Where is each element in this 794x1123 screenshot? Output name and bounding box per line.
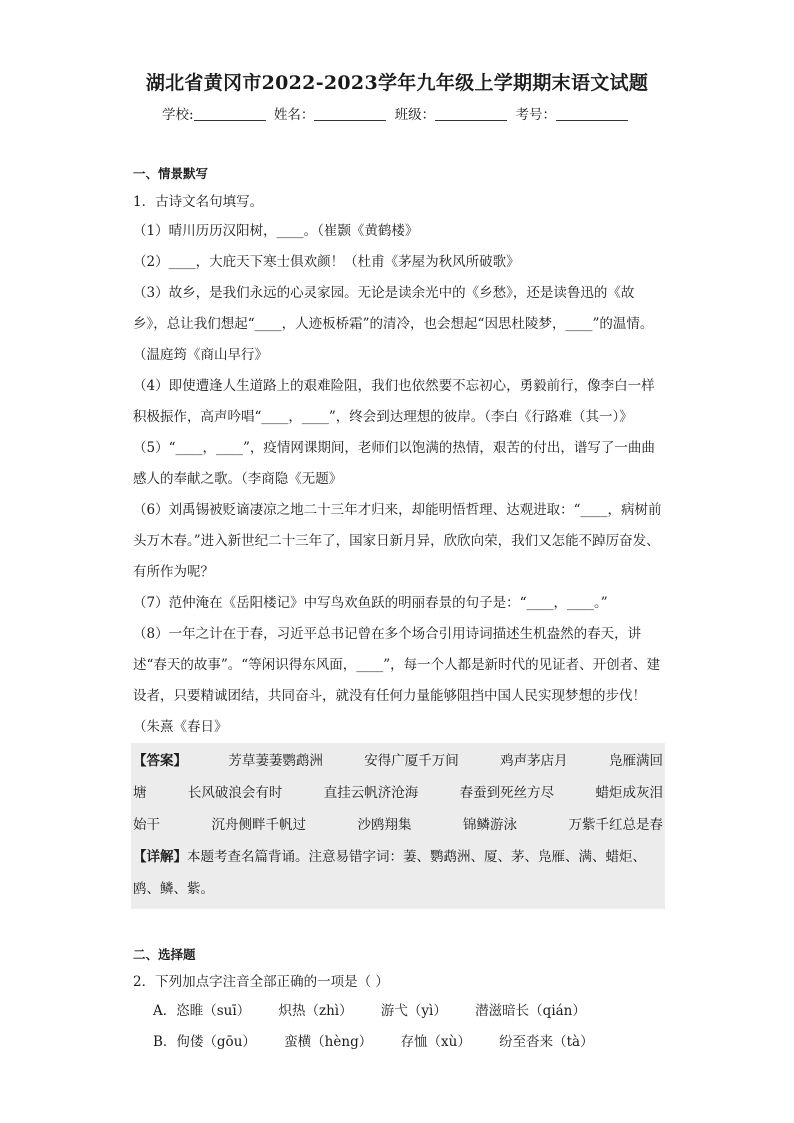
answer-item: 春蚕到死丝方尽 (459, 785, 555, 801)
answer-item: 鸡声茅店月 (500, 753, 568, 769)
question-item: （1）晴川历历汉阳树，____。（崔颢《黄鹤楼》 (133, 223, 419, 239)
school-blank[interactable] (194, 106, 266, 121)
answer-item: 凫雁满回 (609, 753, 663, 769)
detail-paragraph (133, 841, 663, 905)
answer-item: 直挂云帆济沧海 (323, 785, 419, 801)
option-term: B．佝偻（gōu） (153, 1034, 256, 1050)
answer-box (131, 743, 665, 909)
answer-row (133, 809, 663, 841)
answer-item: 万紫千红总是春 (568, 817, 663, 833)
question-item: （5）“____，____”，疫情网课期间，老师们以饱满的热情，艰苦的付出，谱写了一曲曲感人的奉献之歌。（李商隐《无题》 (133, 440, 655, 487)
option-a[interactable] (133, 996, 665, 1027)
answer-item: 蜡炬成灰泪 (595, 785, 663, 801)
option-term: 纷至沓来（tà） (499, 1034, 594, 1050)
question-item: （6）刘禹锡被贬谪凄凉之地二十三年才归来，却能明悟哲理、达观进取：“____，病树前头万木春。”进入新世纪二十三年了，国家日新月异，欣欣向荣，我们又怎能不踔厉奋发、有所作为呢？ (133, 502, 662, 580)
name-label: 姓名： (273, 107, 315, 123)
detail-label: 【详解】 (133, 849, 187, 865)
answer-item: 沉舟侧畔千帆过 (211, 817, 306, 833)
school-label: 学校: (162, 107, 194, 123)
class-blank[interactable] (435, 106, 507, 121)
answer-item: 塘 (133, 785, 147, 801)
option-b[interactable] (133, 1027, 665, 1058)
class-label: 班级： (394, 107, 436, 123)
option-term: 游弋（yì） (380, 1003, 447, 1019)
detail-text: 本题考查名篇背诵。注意易错字词：萋、鹦鹉洲、厦、茅、凫雁、满、蜡炬、鸥、鳞、紫。 (133, 849, 646, 897)
question-item: （7）范仲淹在《岳阳楼记》中写鸟欢鱼跃的明丽春景的句子是：“____，____。” (133, 595, 608, 611)
id-label: 考号： (515, 107, 556, 123)
section-2 (133, 942, 665, 1058)
answer-item: 芳草萋萋鹦鹉洲 (228, 753, 323, 769)
answer-item: 锦鳞游泳 (463, 817, 517, 833)
question-stem: 2．下列加点字注音全部正确的一项是（ ） (133, 974, 389, 990)
section-heading: 二、选择题 (133, 947, 196, 962)
answer-label: 【答案】 (133, 753, 187, 769)
answer-row (133, 777, 663, 809)
question-item: （3）故乡，是我们永远的心灵家园。无论是读余光中的《乡愁》，还是读鲁迅的《故乡》，总让我们想起“____，人迹板桥霜”的清冷，也会想起“因思杜陵梦，____”的温情。（温庭筠《商山早行》 (133, 285, 654, 363)
question-item: （4）即使遭逢人生道路上的艰难险阻，我们也依然要不忘初心，勇毅前行，像李白一样积极振作，高声吟唱“____，____”，终会到达理想的彼岸。（李白《行路难（其一）》 (133, 378, 655, 425)
answer-item: 长风破浪会有时 (187, 785, 283, 801)
question-item: （2）____，大庇天下寒士俱欢颜！（杜甫《茅屋为秋风所破歌》 (133, 254, 520, 270)
id-blank[interactable] (556, 106, 628, 121)
section-1 (133, 160, 665, 909)
option-term: 存恤（xù） (400, 1034, 471, 1050)
section-heading: 一、情景默写 (133, 166, 209, 181)
question-stem: 1．古诗文名句填写。 (133, 194, 264, 210)
question-item: （8）一年之计在于春，习近平总书记曾在多个场合引用诗词描述生机盎然的春天，讲述“春天的故事”。“等闲识得东风面，____”，每一个人都是新时代的见证者、开创者、建设者，只要精诚团结，共同奋斗，就没有任何力量能够阻挡中国人民实现梦想的步伐！（朱熹《春日》 (133, 626, 661, 735)
student-info-line (0, 103, 794, 123)
option-term: 潜滋暗长（qián） (475, 1003, 586, 1019)
answer-item: 安得广厦千万间 (364, 753, 459, 769)
option-term: 炽热（zhì） (278, 1003, 353, 1019)
name-blank[interactable] (314, 106, 386, 121)
page-title: 湖北省黄冈市2022-2023学年九年级上学期期末语文试题 (145, 72, 649, 94)
answer-row (133, 745, 663, 777)
answer-item: 始干 (133, 817, 160, 833)
option-term: 蛮横（hèng） (284, 1034, 373, 1050)
answer-item: 沙鸥翔集 (357, 817, 412, 833)
option-term: A．恣睢（suī） (153, 1003, 251, 1019)
